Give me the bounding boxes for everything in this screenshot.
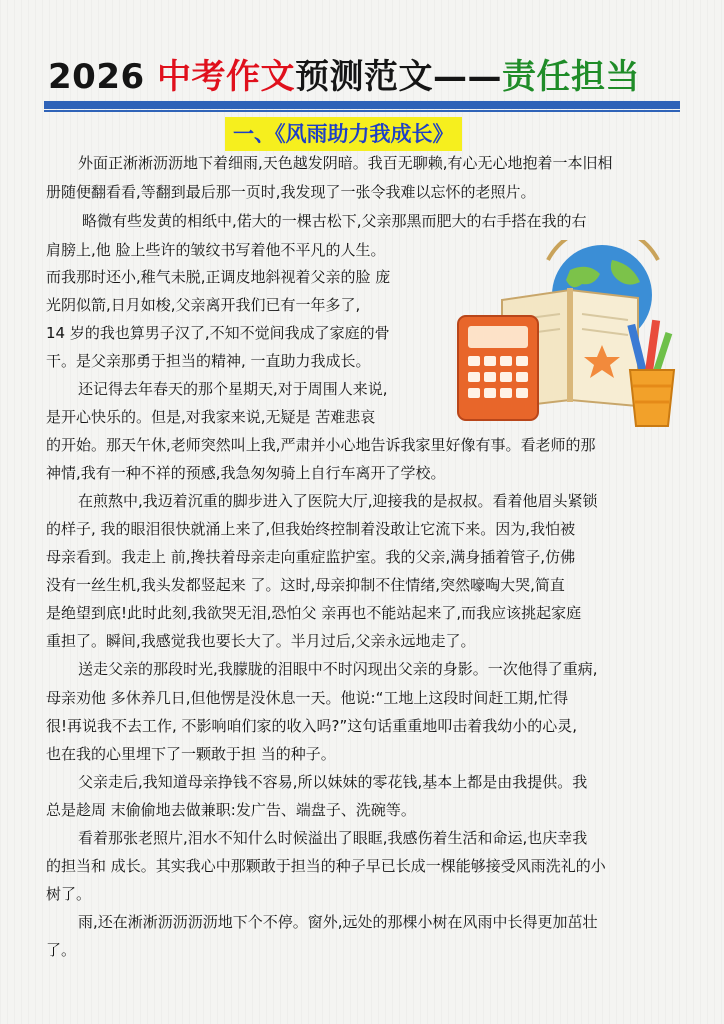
section-heading: 一、《风雨助力我成长》	[225, 117, 462, 151]
school-supplies-illustration	[452, 240, 682, 430]
body-line: 神情,我有一种不祥的预感,我急匆匆骑上自行车离开了学校。	[46, 464, 446, 482]
body-line: 14 岁的我也算男子汉了,不知不觉间我成了家庭的骨	[46, 324, 390, 342]
body-line: 树了。	[46, 885, 92, 903]
body-line: 光阴似箭,日月如梭,父亲离开我们已有一年多了,	[46, 296, 361, 314]
title-underline-thin	[44, 110, 680, 112]
body-line: 略微有些发黄的相纸中,偌大的一棵古松下,父亲那黑而肥大的右手搭在我的右	[82, 212, 587, 230]
pencil-cup-icon	[627, 320, 674, 426]
body-line: 册随便翻看看,等翻到最后那一页时,我发现了一张令我难以忘怀的老照片。	[46, 183, 536, 201]
body-line: 外面正淅淅沥沥地下着细雨,天色越发阴暗。我百无聊赖,有心无心地抱着一本旧相	[78, 154, 613, 172]
body-line: 的样子, 我的眼泪很快就涌上来了,但我始终控制着没敢让它流下来。因为,我怕被	[46, 520, 576, 538]
body-line: 的开始。那天午休,老师突然叫上我,严肃并小心地告诉我家里好像有事。看老师的那	[46, 436, 596, 454]
body-line: 了。	[46, 941, 77, 959]
title-theme: 责任担当	[501, 57, 640, 97]
calculator-icon	[458, 316, 538, 420]
body-line: 在煎熬中,我迈着沉重的脚步进入了医院大厅,迎接我的是叔叔。看着他眉头紧锁	[78, 492, 598, 510]
title-exam: 中考作文	[156, 57, 295, 97]
body-line: 父亲走后,我知道母亲挣钱不容易,所以妹妹的零花钱,基本上都是由我提供。我	[78, 773, 588, 791]
body-line: 还记得去年春天的那个星期天,对于周围人来说,	[78, 380, 388, 398]
body-line: 没有一丝生机,我头发都竖起来 了。这时,母亲抑制不住情绪,突然嚎啕大哭,简直	[46, 576, 565, 594]
body-line: 看着那张老照片,泪水不知什么时候溢出了眼眶,我感伤着生活和命运,也庆幸我	[78, 829, 588, 847]
body-line: 母亲看到。我走上 前,搀扶着母亲走向重症监护室。我的父亲,满身插着管子,仿佛	[46, 548, 576, 566]
body-line: 的担当和 成长。其实我心中那颗敢于担当的种子早已长成一棵能够接受风雨洗礼的小	[46, 857, 606, 875]
title-predict: 预测范文——	[294, 57, 502, 97]
body-line: 干。是父亲那勇于担当的精神, 一直助力我成长。	[46, 352, 371, 370]
body-line: 是绝望到底!此时此刻,我欲哭无泪,恐怕父 亲再也不能站起来了,而我应该挑起家庭	[46, 604, 582, 622]
body-line: 重担了。瞬间,我感觉我也要长大了。半月过后,父亲永远地走了。	[46, 632, 476, 650]
body-line: 送走父亲的那段时光,我朦胧的泪眼中不时闪现出父亲的身影。一次他得了重病,	[78, 660, 598, 678]
body-line: 而我那时还小,稚气未脱,正调皮地斜视着父亲的脸 庞	[46, 268, 391, 286]
body-line: 总是趁周 末偷偷地去做兼职:发广告、端盘子、洗碗等。	[46, 801, 416, 819]
article-title	[48, 52, 688, 102]
body-line: 很!再说我不去工作, 不影响咱们家的收入吗?”这句话重重地叩击着我幼小的心灵,	[46, 717, 578, 735]
title-year: 2026	[48, 57, 157, 97]
body-line: 雨,还在淅淅沥沥沥沥地下个不停。窗外,远处的那棵小树在风雨中长得更加茁壮	[78, 913, 598, 931]
title-underline	[44, 101, 680, 109]
body-line: 母亲劝他 多休养几日,但他愣是没休息一天。他说:“工地上这段时间赶工期,忙得	[46, 689, 569, 707]
body-line: 也在我的心里埋下了一颗敢于担 当的种子。	[46, 745, 336, 763]
body-line: 是开心快乐的。但是,对我家来说,无疑是 苦难悲哀	[46, 408, 376, 426]
body-line: 肩膀上,他 脸上些许的皱纹书写着他不平凡的人生。	[46, 241, 386, 259]
